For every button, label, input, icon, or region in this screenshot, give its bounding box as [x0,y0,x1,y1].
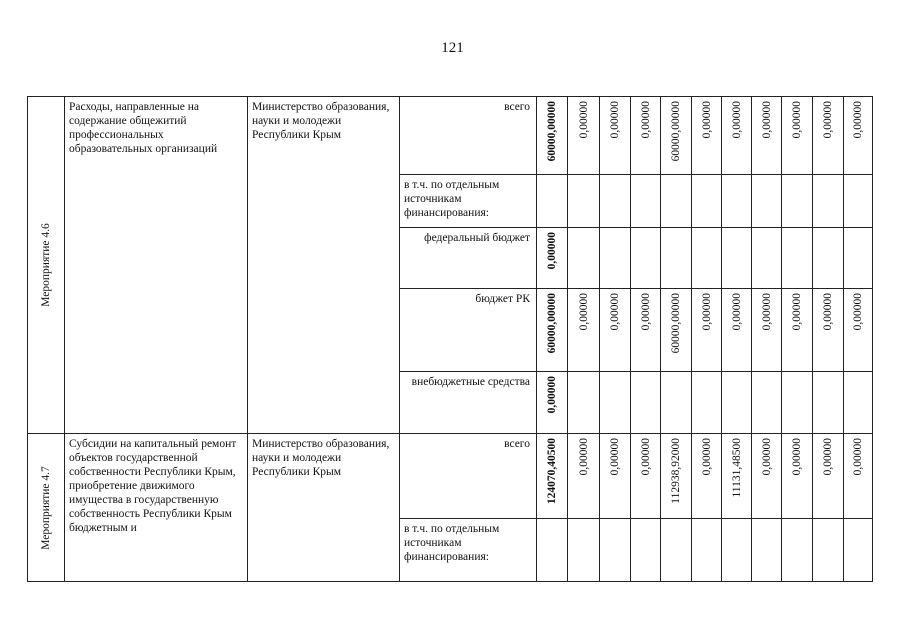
amount-cell [568,434,600,519]
executor: Министерство образования, науки и молодежи Республики Крым [248,434,400,582]
measure-label-text: Мероприятие 4.7 [40,465,52,550]
amount-cell [813,175,844,228]
amount-cell [813,372,844,434]
amount-cell [537,96,568,175]
amount-cell [752,434,782,519]
measure-description: Субсидии на капитальный ремонт объектов государственной собственности Республики Крым, приобретение движимого имущества в государственную собственность Республики Крым бюджетным и [65,434,248,582]
amount-cell [844,434,873,519]
amount-cell [568,289,600,372]
amount-value: 0,00000 [852,293,864,331]
amount-cell [782,519,813,582]
amount-cell [782,96,813,175]
amount-cell [752,289,782,372]
amount-cell [600,289,631,372]
amount-cell [661,434,692,519]
amount-cell [537,175,568,228]
amount-cell [782,372,813,434]
amount-value: 0,00000 [609,438,621,476]
amount-value: 0,00000 [577,101,590,139]
amount-cell [568,175,600,228]
amount-value: 0,00000 [822,293,834,331]
amount-cell [722,289,752,372]
amount-value: 60000,00000 [670,101,682,162]
amount-cell [568,519,600,582]
amount-cell [661,519,692,582]
amount-value: 0,00000 [791,101,803,139]
amount-cell [600,96,631,175]
amount-cell [813,519,844,582]
amount-cell [600,228,631,289]
amount-cell [692,434,722,519]
amount-cell [813,228,844,289]
amount-cell [568,372,600,434]
amount-value: 0,00000 [760,293,773,331]
amount-value: 0,00000 [609,101,621,139]
funding-source: в т.ч. по отдельным источникам финансирования: [400,175,537,228]
amount-value: 0,00000 [546,376,558,414]
amount-cell [844,289,873,372]
amount-value: 0,00000 [822,101,834,139]
amount-value: 0,00000 [609,293,621,331]
amount-cell [600,519,631,582]
amount-cell [692,175,722,228]
amount-cell [752,96,782,175]
amount-cell [752,519,782,582]
amount-value: 11131,48500 [730,438,743,498]
amount-cell [661,175,692,228]
amount-cell [844,96,873,175]
measure-label-text: Мероприятие 4.6 [40,223,52,307]
amount-cell [600,175,631,228]
amount-cell [692,519,722,582]
amount-cell [692,372,722,434]
amount-cell [692,289,722,372]
measure-description: Расходы, направленные на содержание общежитий профессиональных образовательных организаций [65,96,248,434]
amount-value: 0,00000 [791,293,803,331]
amount-cell [631,175,661,228]
funding-source: федеральный бюджет [400,228,537,289]
amount-value: 112938,92000 [670,438,682,504]
amount-cell [782,289,813,372]
amount-value: 0,00000 [791,438,803,476]
amount-cell [752,228,782,289]
amount-value: 0,00000 [730,101,743,139]
funding-source: всего [400,434,537,519]
amount-cell [782,228,813,289]
amount-cell [661,372,692,434]
amount-value: 0,00000 [700,438,713,476]
amount-cell [692,96,722,175]
amount-value: 60000,00000 [670,293,682,354]
amount-cell [844,175,873,228]
amount-value: 0,00000 [639,438,652,476]
amount-cell [844,228,873,289]
amount-cell [813,434,844,519]
amount-value: 60000,00000 [546,101,558,162]
amount-cell [782,434,813,519]
amount-cell [537,228,568,289]
page-number: 121 [441,40,464,56]
amount-cell [844,372,873,434]
amount-cell [722,372,752,434]
amount-cell [631,289,661,372]
amount-value: 0,00000 [760,438,773,476]
amount-value: 0,00000 [700,293,713,331]
amount-cell [813,289,844,372]
amount-cell [722,434,752,519]
amount-value: 0,00000 [546,232,558,270]
amount-cell [752,175,782,228]
amount-cell [661,289,692,372]
amount-value: 0,00000 [822,438,834,476]
amount-cell [631,96,661,175]
amount-cell [631,372,661,434]
funding-source: всего [400,96,537,175]
amount-cell [600,372,631,434]
amount-cell [568,96,600,175]
amount-cell [661,228,692,289]
amount-cell [631,228,661,289]
amount-cell [844,519,873,582]
amount-value: 0,00000 [639,293,652,331]
amount-cell [722,175,752,228]
amount-cell [752,372,782,434]
amount-value: 124070,40500 [546,438,558,505]
funding-source: внебюджетные средства [400,372,537,434]
amount-cell [537,289,568,372]
amount-cell [722,228,752,289]
funding-source: бюджет РК [400,289,537,372]
amount-cell [722,519,752,582]
amount-value: 0,00000 [577,293,590,331]
amount-value: 0,00000 [852,101,864,139]
amount-cell [722,96,752,175]
measure-label [27,434,65,582]
amount-value: 0,00000 [639,101,652,139]
amount-cell [631,519,661,582]
amount-cell [537,434,568,519]
amount-cell [568,228,600,289]
amount-value: 0,00000 [852,438,864,476]
funding-source: в т.ч. по отдельным источникам финансирования: [400,519,537,582]
amount-value: 0,00000 [577,438,590,476]
amount-value: 0,00000 [730,293,743,331]
measure-label [27,96,65,434]
amount-cell [692,228,722,289]
amount-cell [782,175,813,228]
amount-cell [537,519,568,582]
amount-cell [813,96,844,175]
amount-value: 0,00000 [760,101,773,139]
amount-cell [537,372,568,434]
amount-cell [600,434,631,519]
amount-cell [631,434,661,519]
amount-value: 0,00000 [700,101,713,139]
amount-cell [661,96,692,175]
amount-value: 60000,00000 [546,293,558,354]
executor: Министерство образования, науки и молодежи Республики Крым [248,96,400,434]
